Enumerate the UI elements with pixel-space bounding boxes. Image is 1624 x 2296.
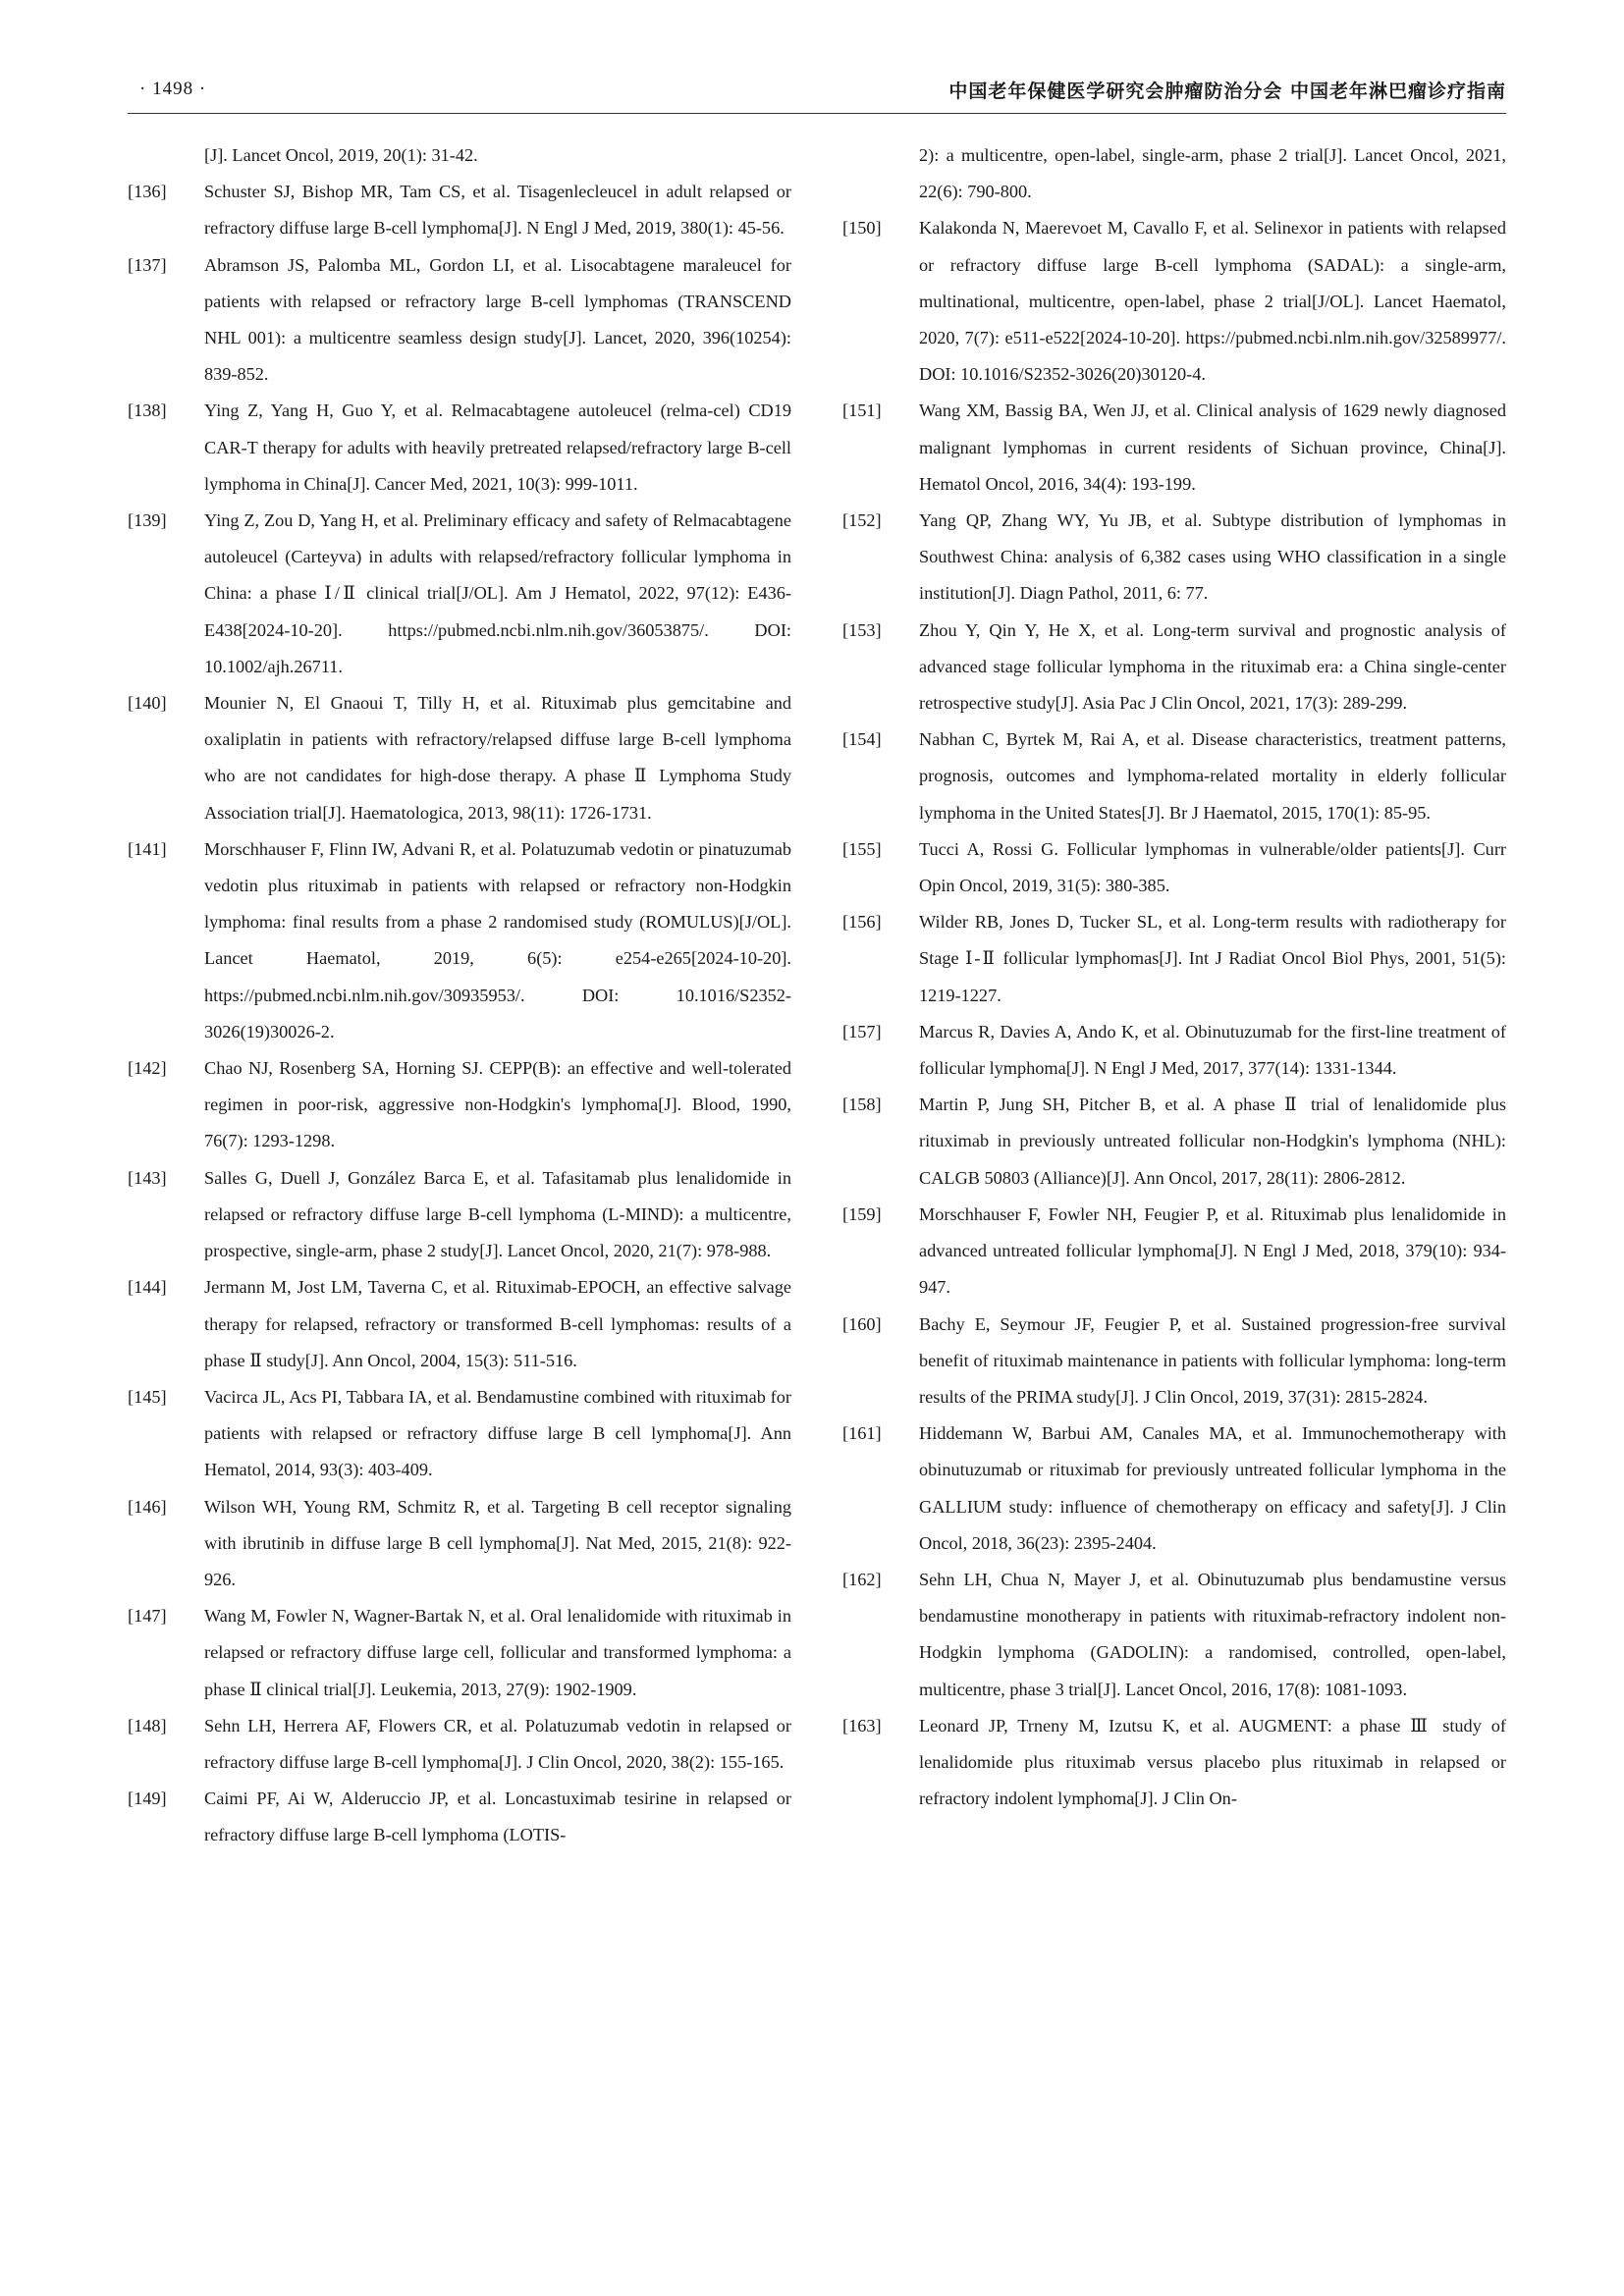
header-rule [128,113,1506,114]
reference-text: Martin P, Jung SH, Pitcher B, et al. A phase Ⅱ trial of lenalidomide plus rituximab in previously untreated follicular non-Hodgkin's lymphoma (NHL): CALGB 50803 (Alliance)[J]. Ann Oncol, 2017, 28(11): 2806-2812. [919,1095,1506,1188]
reference-number: [140] [128,693,167,714]
reference-text: Ying Z, Yang H, Guo Y, et al. Relmacabtagene autoleucel (relma-cel) CD19 CAR-T therapy for adults with heavily pretreated relapsed/refractory large B-cell lymphoma in China[J]. Cancer Med, 2021, 10(3): 999-1011. [204,400,791,494]
reference-text: Sehn LH, Herrera AF, Flowers CR, et al. Polatuzumab vedotin in relapsed or refractory diffuse large B-cell lymphoma[J]. J Clin Oncol, 2020, 38(2): 155-165. [204,1715,791,1772]
reference-entry [128,393,791,503]
reference-number: [147] [128,1606,167,1627]
reference-entry [128,1598,791,1708]
reference-list-left-column [128,137,791,1854]
reference-text: Salles G, Duell J, González Barca E, et al. Tafasitamab plus lenalidomide in relapsed or refractory diffuse large B-cell lymphoma (L-MIND): a multicentre, prospective, single-arm, phase 2 study[J]. Lancet Oncol, 2020, 21(7): 978-988. [204,1167,791,1261]
reference-number: [163] [842,1715,882,1735]
reference-text: Morschhauser F, Fowler NH, Feugier P, et al. Rituximab plus lenalidomide in advanced untreated follicular lymphoma[J]. N Engl J Med, 2018, 379(10): 934-947. [919,1203,1506,1298]
reference-entry [128,685,791,831]
reference-number: [141] [128,838,167,859]
running-header [128,69,1506,114]
reference-entry [128,1160,791,1270]
reference-number: [157] [842,1021,882,1041]
reference-entry [128,1379,791,1489]
reference-text: Wang XM, Bassig BA, Wen JJ, et al. Clinical analysis of 1629 newly diagnosed malignant lymphomas in current residents of Sichuan province, China[J]. Hematol Oncol, 2016, 34(4): 193-199. [919,400,1506,494]
reference-number: [154] [842,729,882,750]
reference-text: Chao NJ, Rosenberg SA, Horning SJ. CEPP(B): an effective and well-tolerated regimen in poor-risk, aggressive non-Hodgkin's lymphoma[J]. Blood, 1990, 76(7): 1293-1298. [204,1058,791,1151]
reference-entry [842,831,1506,904]
reference-text: [J]. Lancet Oncol, 2019, 20(1): 31-42. [204,145,478,165]
reference-number: [153] [842,619,882,640]
reference-entry [842,1708,1506,1818]
reference-text: Zhou Y, Qin Y, He X, et al. Long-term survival and prognostic analysis of advanced stage follicular lymphoma in the rituximab era: a China single-center retrospective study[J]. Asia Pac J Clin Oncol, 2021, 17(3): 289-299. [919,619,1506,714]
reference-entry [842,503,1506,613]
reference-entry [128,1708,791,1781]
reference-number: [144] [128,1277,167,1298]
reference-entry [842,904,1506,1014]
reference-entry [128,247,791,394]
reference-text: Marcus R, Davies A, Ando K, et al. Obinutuzumab for the first-line treatment of follicular lymphoma[J]. N Engl J Med, 2017, 377(14): 1331-1344. [919,1021,1506,1079]
reference-entry [842,1562,1506,1708]
reference-entry [842,1415,1506,1562]
reference-text: Vacirca JL, Acs PI, Tabbara IA, et al. Bendamustine combined with rituximab for patients with relapsed or refractory diffuse large B cell lymphoma[J]. Ann Hematol, 2014, 93(3): 403-409. [204,1386,791,1480]
reference-list-right-column [842,137,1506,1817]
reference-text: Wilder RB, Jones D, Tucker SL, et al. Long-term results with radiotherapy for Stage Ⅰ-Ⅱ follicular lymphomas[J]. Int J Radiat Oncol Biol Phys, 2001, 51(5): 1219-1227. [919,912,1506,1005]
reference-entry [128,174,791,246]
reference-number: [146] [128,1496,167,1517]
reference-number: [143] [128,1167,167,1188]
reference-number: [160] [842,1313,882,1334]
reference-entry [128,831,791,1050]
reference-entry [842,1087,1506,1197]
page-number: · 1498 · [139,79,207,99]
reference-entry [842,613,1506,722]
reference-number: [139] [128,510,167,531]
reference-number: [161] [842,1423,882,1444]
reference-text: 2): a multicentre, open-label, single-arm, phase 2 trial[J]. Lancet Oncol, 2021, 22(6): 790-800. [919,145,1506,202]
reference-number: [145] [128,1386,167,1407]
reference-number: [137] [128,254,167,275]
reference-number: [158] [842,1095,882,1115]
reference-number: [138] [128,400,167,421]
journal-title: 中国老年保健医学研究会肿瘤防治分会 中国老年淋巴瘤诊疗指南 [948,80,1506,102]
reference-text: Hiddemann W, Barbui AM, Canales MA, et al. Immunochemotherapy with obinutuzumab or rituximab for previously untreated follicular lymphoma in the GALLIUM study: influence of chemotherapy on efficacy and safety[J]. J Clin Oncol, 2018, 36(23): 2395-2404. [919,1423,1506,1553]
reference-entry [842,1014,1506,1087]
reference-text: Ying Z, Zou D, Yang H, et al. Preliminary efficacy and safety of Relmacabtagene autoleucel (Carteyva) in adults with relapsed/refractory follicular lymphoma in China: a phase Ⅰ/Ⅱ clinical trial[J/OL]. Am J Hematol, 2022, 97(12): E436-E438[2024-10-20]. https://pubmed.ncbi.nlm.nih.gov/36053875/. DOI: 10.1002/ajh.26711. [204,510,791,676]
reference-number: [150] [842,218,882,239]
reference-number: [155] [842,838,882,859]
reference-text: Wilson WH, Young RM, Schmitz R, et al. Targeting B cell receptor signaling with ibrutinib in diffuse large B cell lymphoma[J]. Nat Med, 2015, 21(8): 922-926. [204,1496,791,1589]
reference-text: Caimi PF, Ai W, Alderuccio JP, et al. Loncastuximab tesirine in relapsed or refractory diffuse large B-cell lymphoma (LOTIS- [204,1789,791,1845]
reference-entry [128,1781,791,1853]
reference-text: Yang QP, Zhang WY, Yu JB, et al. Subtype distribution of lymphomas in Southwest China: analysis of 6,382 cases using WHO classification in a single institution[J]. Diagn Pathol, 2011, 6: 77. [919,510,1506,604]
reference-text: Abramson JS, Palomba ML, Gordon LI, et al. Lisocabtagene maraleucel for patients with relapsed or refractory large B-cell lymphomas (TRANSCEND NHL 001): a multicentre seamless design study[J]. Lancet, 2020, 396(10254): 839-852. [204,254,791,385]
reference-text: Nabhan C, Byrtek M, Rai A, et al. Disease characteristics, treatment patterns, prognosis, outcomes and lymphoma-related mortality in elderly follicular lymphoma in the United States[J]. Br J Haematol, 2015, 170(1): 85-95. [919,729,1506,823]
reference-entry [842,393,1506,503]
reference-entry [128,503,791,685]
reference-number: [162] [842,1569,882,1589]
reference-text: Sehn LH, Chua N, Mayer J, et al. Obinutuzumab plus bendamustine versus bendamustine monotherapy in patients with rituximab-refractory indolent non-Hodgkin lymphoma (GADOLIN): a randomised, controlled, open-label, multicentre, phase 3 trial[J]. Lancet Oncol, 2016, 17(8): 1081-1093. [919,1569,1506,1699]
reference-entry [842,137,1506,210]
reference-text: Bachy E, Seymour JF, Feugier P, et al. Sustained progression-free survival benefit of rituximab maintenance in patients with follicular lymphoma: long-term results of the PRIMA study[J]. J Clin Oncol, 2019, 37(31): 2815-2824. [919,1313,1506,1407]
reference-entry [128,1269,791,1379]
reference-text: Jermann M, Jost LM, Taverna C, et al. Rituximab-EPOCH, an effective salvage therapy for relapsed, refractory or transformed B-cell lymphomas: results of a phase Ⅱ study[J]. Ann Oncol, 2004, 15(3): 511-516. [204,1277,791,1370]
reference-entry [128,1489,791,1599]
reference-number: [152] [842,510,882,531]
reference-text: Wang M, Fowler N, Wagner-Bartak N, et al. Oral lenalidomide with rituximab in relapsed or refractory diffuse large cell, follicular and transformed lymphoma: a phase Ⅱ clinical trial[J]. Leukemia, 2013, 27(9): 1902-1909. [204,1606,791,1699]
reference-text: Kalakonda N, Maerevoet M, Cavallo F, et al. Selinexor in patients with relapsed or refractory diffuse large B-cell lymphoma (SADAL): a single-arm, multinational, multicentre, open-label, phase 2 trial[J/OL]. Lancet Haematol, 2020, 7(7): e511-e522[2024-10-20]. https://pubmed.ncbi.nlm.nih.gov/32589977/. DOI: 10.1016/S2352-3026(20)30120-4. [919,218,1506,385]
reference-entry [128,137,791,174]
reference-number: [151] [842,400,882,421]
reference-entry [842,1307,1506,1416]
reference-text: Morschhauser F, Flinn IW, Advani R, et al. Polatuzumab vedotin or pinatuzumab vedotin plus rituximab in patients with relapsed or refractory non-Hodgkin lymphoma: final results from a phase 2 randomised study (ROMULUS)[J/OL]. Lancet Haematol, 2019, 6(5): e254-e265[2024-10-20]. https://pubmed.ncbi.nlm.nih.gov/30935953/. DOI: 10.1016/S2352-3026(19)30026-2. [204,838,791,1041]
reference-number: [148] [128,1715,167,1735]
reference-text: Leonard JP, Trneny M, Izutsu K, et al. AUGMENT: a phase Ⅲ study of lenalidomide plus rituximab versus placebo plus rituximab in relapsed or refractory indolent lymphoma[J]. J Clin On- [919,1715,1506,1809]
reference-entry [842,210,1506,393]
reference-number: [156] [842,912,882,933]
reference-entry [128,1050,791,1160]
reference-text: Tucci A, Rossi G. Follicular lymphomas in vulnerable/older patients[J]. Curr Opin Oncol, 2019, 31(5): 380-385. [919,838,1506,896]
reference-text: Schuster SJ, Bishop MR, Tam CS, et al. Tisagenlecleucel in adult relapsed or refractory diffuse large B-cell lymphoma[J]. N Engl J Med, 2019, 380(1): 45-56. [204,182,791,239]
reference-number: [142] [128,1058,167,1079]
reference-entry [842,721,1506,831]
reference-number: [136] [128,182,167,202]
reference-text: Mounier N, El Gnaoui T, Tilly H, et al. Rituximab plus gemcitabine and oxaliplatin in patients with refractory/relapsed diffuse large B-cell lymphoma who are not candidates for high-dose therapy. A phase Ⅱ Lymphoma Study Association trial[J]. Haematologica, 2013, 98(11): 1726-1731. [204,693,791,823]
reference-number: [149] [128,1789,167,1809]
reference-number: [159] [842,1203,882,1224]
reference-entry [842,1197,1506,1307]
